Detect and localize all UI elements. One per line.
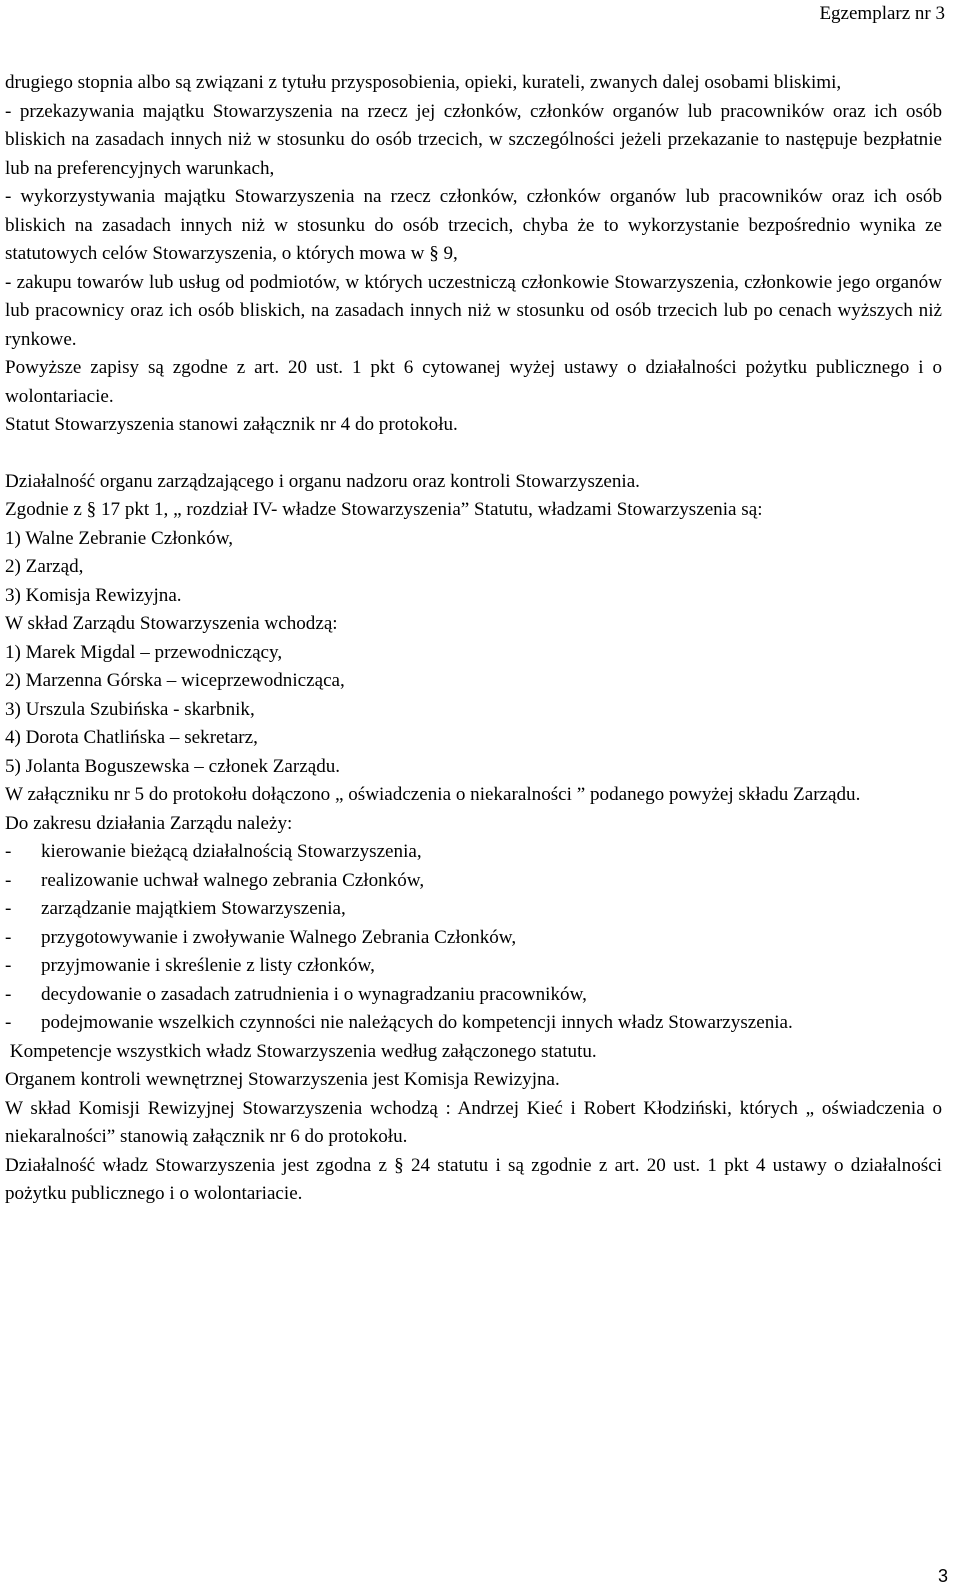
paragraph-authorities-compliance: Działalność władz Stowarzyszenia jest zgodna z § 24 statutu i są zgodnie z art. 20 ust. 1 pkt 4 ustawy o działalności pożytku publicznego i o wolontariacie. <box>5 1154 942 1204</box>
paragraph-transfer-assets: - przekazywania majątku Stowarzyszenia na rzecz jej członków, członków organów lub pracowników oraz ich osób bliskich na zasadach innych niż w stosunku do osób trzecich, w szczególności jeżeli przekazanie to następuje bezpłatnie lub na preferencyjnych warunkach, <box>5 100 942 179</box>
paragraph-related-persons: drugiego stopnia albo są związani z tytułu przysposobienia, opieki, kurateli, zwanych dalej osobami bliskimi, <box>5 72 842 93</box>
duty-item: - kierowanie bieżącą działalnością Stowarzyszenia, <box>5 838 942 867</box>
paragraph-board-declarations: W załączniku nr 5 do protokołu dołączono „ oświadczenia o niekaralności ” podanego powyżej składu Zarządu. <box>5 784 861 805</box>
board-member: 1) Marek Migdal – przewodniczący, <box>5 641 283 663</box>
duty-item: - przygotowywanie i zwoływanie Walnego Zebrania Członków, <box>5 924 942 953</box>
authority-item: 2) Zarząd, <box>5 556 84 577</box>
authority-item: 1) Walne Zebranie Członków, <box>5 527 234 549</box>
duty-text: realizowanie uchwał walnego zebrania Członków, <box>41 869 425 891</box>
duty-text: przygotowywanie i zwoływanie Walnego Zebrania Członków, <box>41 926 517 948</box>
board-intro: W skład Zarządu Stowarzyszenia wchodzą: <box>5 613 338 634</box>
paragraph-compliance-note: Powyższe zapisy są zgodne z art. 20 ust. 1 pkt 6 cytowanej wyżej ustawy o działalności pożytku publicznego i o wolontariacie. <box>5 357 942 407</box>
paragraph-competences: Kompetencje wszystkich władz Stowarzyszenia według załączonego statutu. <box>5 1040 597 1062</box>
duty-item: - podejmowanie wszelkich czynności nie należących do kompetencji innych władz Stowarzyszenia. <box>5 1009 942 1038</box>
paragraph-purchase-goods: - zakupu towarów lub usług od podmiotów, w których uczestniczą członkowie Stowarzyszenia, członkowie jego organów lub pracownicy oraz ich osób bliskich, na zasadach innych niż w stosunku od osób trzecich lub po cenach wyższych niż rynkowe. <box>5 271 942 350</box>
duty-text: podejmowanie wszelkich czynności nie należących do kompetencji innych władz Stowarzyszenia. <box>41 1012 793 1033</box>
duty-text: przyjmowanie i skreślenie z listy członków, <box>41 955 375 976</box>
duties-intro: Do zakresu działania Zarządu należy: <box>5 812 293 834</box>
copy-number-label: Egzemplarz nr 3 <box>819 3 945 24</box>
section-gap <box>5 440 942 468</box>
duty-text: zarządzanie majątkiem Stowarzyszenia, <box>41 898 346 919</box>
page-number: 3 <box>937 1566 948 1586</box>
document-body <box>5 69 942 1209</box>
duty-item: - decydowanie o zasadach zatrudnienia i o wynagradzaniu pracowników, <box>5 981 942 1010</box>
paragraph-use-assets: - wykorzystywania majątku Stowarzyszenia na rzecz członków, członków organów lub pracowników oraz ich osób bliskich na zasadach innych niż w stosunku do osób trzecich, chyba że to wykorzystanie bezpośrednio wynika ze statutowych celów Stowarzyszenia, o których mowa w § 9, <box>5 186 942 264</box>
duty-item: - realizowanie uchwał walnego zebrania Członków, <box>5 867 942 896</box>
board-member: 2) Marzenna Górska – wiceprzewodnicząca, <box>5 670 345 691</box>
paragraph-audit-body: Organem kontroli wewnętrznej Stowarzyszenia jest Komisja Rewizyjna. <box>5 1069 560 1090</box>
authority-item: 3) Komisja Rewizyjna. <box>5 584 182 606</box>
paragraph-statute-attachment: Statut Stowarzyszenia stanowi załącznik nr 4 do protokołu. <box>5 414 458 435</box>
duty-text: kierowanie bieżącą działalnością Stowarzyszenia, <box>41 841 422 862</box>
duty-item: - przyjmowanie i skreślenie z listy członków, <box>5 952 942 981</box>
paragraph-authorities-intro: Zgodnie z § 17 pkt 1, „ rozdział IV- władze Stowarzyszenia” Statutu, władzami Stowarzyszenia są: <box>5 499 763 520</box>
section-heading-authorities: Działalność organu zarządzającego i organu nadzoru oraz kontroli Stowarzyszenia. <box>5 470 640 492</box>
board-member: 4) Dorota Chatlińska – sekretarz, <box>5 727 258 748</box>
board-member: 5) Jolanta Boguszewska – członek Zarządu. <box>5 755 341 777</box>
duty-item: - zarządzanie majątkiem Stowarzyszenia, <box>5 895 942 924</box>
duty-text: decydowanie o zasadach zatrudnienia i o wynagradzaniu pracowników, <box>41 983 587 1005</box>
paragraph-audit-members: W skład Komisji Rewizyjnej Stowarzyszenia wchodzą : Andrzej Kieć i Robert Kłodziński, których „ oświadczenia o niekaralności” stanowią załącznik nr 6 do protokołu. <box>5 1097 942 1147</box>
board-member: 3) Urszula Szubińska - skarbnik, <box>5 698 255 720</box>
